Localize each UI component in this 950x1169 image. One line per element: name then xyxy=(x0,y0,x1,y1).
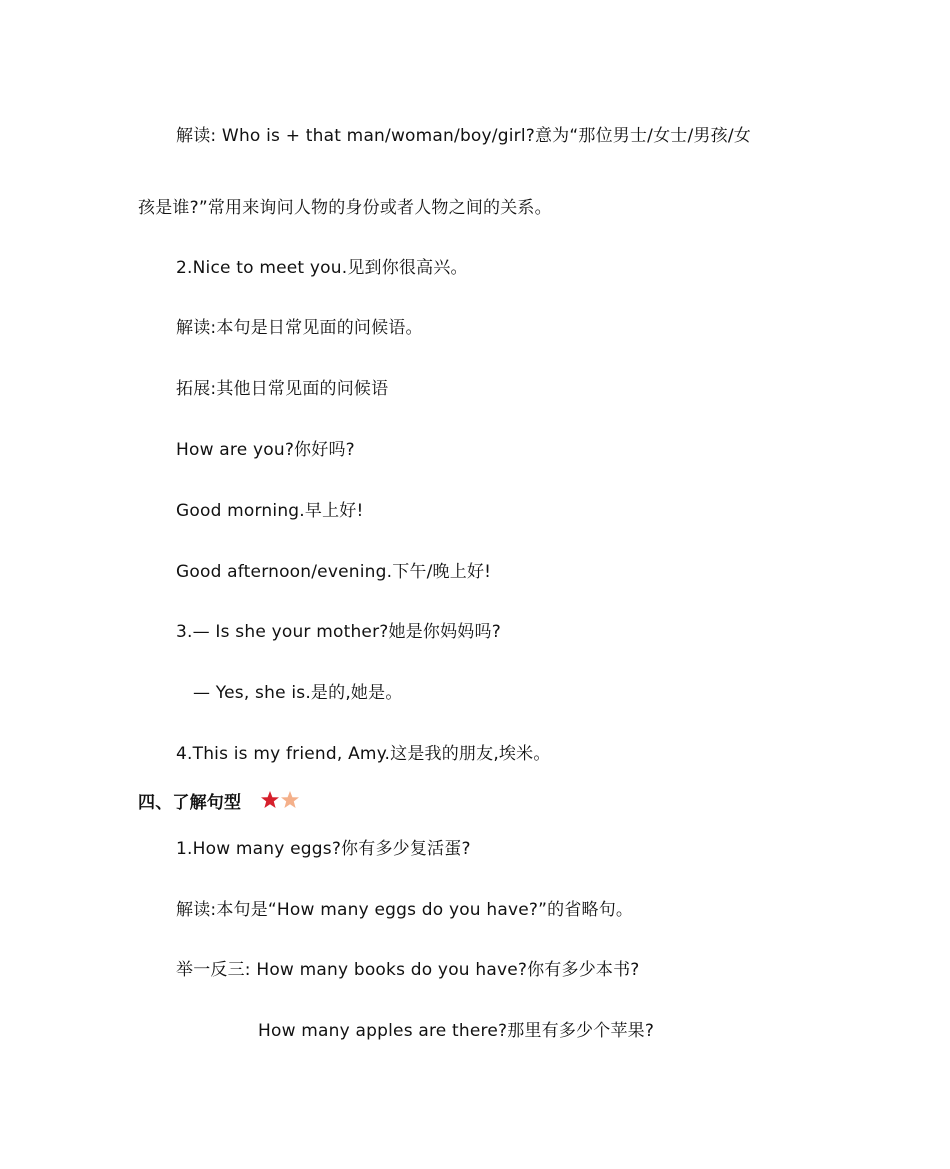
star-half-icon xyxy=(281,791,299,808)
section-heading-text: 四、了解句型 xyxy=(138,793,242,813)
text-line-11: 4.This is my friend, Amy.这是我的朋友,埃米。 xyxy=(176,744,551,764)
star-full-icon xyxy=(261,791,279,808)
text-line-10: — Yes, she is.是的,她是。 xyxy=(193,683,403,703)
star-rating-icon xyxy=(261,790,301,810)
text-line-3: 2.Nice to meet you.见到你很高兴。 xyxy=(176,258,468,278)
text-line-7: Good morning.早上好! xyxy=(176,501,364,521)
text-line-6: How are you?你好吗? xyxy=(176,440,355,460)
section-heading xyxy=(138,790,301,815)
text-line-9: 3.— Is she your mother?她是你妈妈吗? xyxy=(176,622,501,642)
text-line-4: 解读:本句是日常见面的问候语。 xyxy=(176,318,423,338)
text-line-2: 孩是谁?”常用来询问人物的身份或者人物之间的关系。 xyxy=(138,198,552,218)
text-line-1: 解读: Who is + that man/woman/boy/girl?意为“那位男士/女士/男孩/女 xyxy=(176,126,751,146)
text-line-13: 1.How many eggs?你有多少复活蛋? xyxy=(176,839,471,859)
text-line-5: 拓展:其他日常见面的问候语 xyxy=(176,379,389,399)
text-line-14: 解读:本句是“How many eggs do you have?”的省略句。 xyxy=(176,900,634,920)
text-line-15: 举一反三: How many books do you have?你有多少本书? xyxy=(176,960,640,980)
text-line-16: How many apples are there?那里有多少个苹果? xyxy=(258,1021,655,1041)
text-line-8: Good afternoon/evening.下午/晚上好! xyxy=(176,562,492,582)
